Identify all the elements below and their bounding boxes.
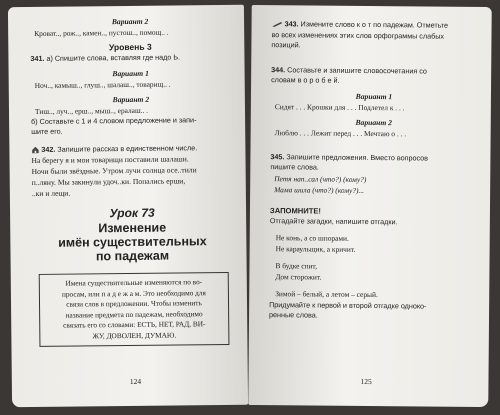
story-line: ..ки и лещи.: [31, 188, 71, 199]
topic-line-1: Изменение: [98, 220, 167, 236]
rule-box: [39, 272, 230, 347]
topic-line-3: по падежам: [95, 248, 170, 264]
exercise-text: Запишите предложения. Вместо вопросов: [284, 151, 429, 163]
exercise-text: Запишите рассказ в единственном числе.: [55, 142, 198, 154]
lesson-title: Урок 73: [109, 205, 155, 221]
rule-line: Имена существительные изменяются по во-: [65, 277, 203, 288]
rule-line: ЖУ, ДОВОЛЕН, ДУМАЮ.: [92, 330, 177, 340]
exercise-text-line: позиций.: [271, 40, 301, 50]
variant-1-heading: Вариант 1: [112, 68, 149, 78]
exercise-number: 341.: [30, 53, 45, 64]
exercise-text-line: шите его.: [31, 126, 63, 137]
exercise-number: 342.: [41, 144, 56, 154]
exercise-text-line: пишите слова.: [270, 162, 319, 172]
exercise-text-line: б) Составьте с 1 и 4 словом предложение и запи-: [31, 114, 197, 126]
variant-2-heading: Вариант 2: [355, 117, 393, 127]
riddle-line: Зимой – белый, а летом – серый.: [275, 289, 378, 300]
story-line: Ночи были звёздные. Утром лучи солнца осе..тили: [31, 165, 197, 177]
variant-1-heading: Вариант 1: [355, 91, 393, 101]
rule-line: название предмета по падежам, необходимо: [65, 308, 203, 320]
level-3-heading: Уровень 3: [108, 41, 152, 53]
exercise-text-line: словам в о р о б е й.: [271, 75, 340, 85]
pencil-icon: [272, 21, 283, 28]
exercise-number: 343.: [284, 19, 299, 29]
rule-line: связи слов в предложении. Чтобы изменить: [66, 298, 202, 309]
riddle-line: Не караульщик, а кричит.: [275, 243, 356, 254]
story-line: На берегу я и мои товарищи поставили шалаши.: [31, 154, 189, 166]
exercise-number: 345.: [270, 151, 285, 161]
exercise-text: Составьте и запишите словосочетания со: [285, 64, 427, 75]
exercise-341: [30, 52, 230, 65]
variant-2-heading-top: Вариант 2: [111, 16, 149, 27]
riddle-line: В будке спит,: [275, 261, 318, 271]
variant-2-heading: Вариант 2: [112, 94, 150, 104]
page-number-right: 125: [360, 376, 372, 387]
page-number-left: 124: [129, 376, 142, 386]
exercise-text: а) Спишите слова, вставляя где надо Ь.: [44, 52, 181, 63]
sentence-line: Мама шила (что?) (кому?)...: [274, 184, 365, 195]
variant-1-line: Сидят . . . Крошки для . . . Подлетел к . . .: [274, 101, 405, 112]
instruction-line: Придумайте к первой и второй отгадке одноко-: [269, 299, 427, 310]
sentence-line: Петя нап..сал (что?) (кому?): [274, 173, 367, 184]
rule-line: просам, или п а д е ж а м. Это необходимо для: [61, 287, 206, 299]
word-line: Тиш.., луч.., ерш.., мыш.., ералаш.. .: [34, 105, 149, 116]
instruction-line: ренные слова.: [269, 310, 318, 320]
exercise-text: Измените слово к о т по падежам. Отметьте: [298, 19, 449, 30]
word-line: Ноч.., камыш.., глуш.., шалаш.., товарищ.. .: [34, 79, 171, 90]
exercise-text-line: во всех изменениях этих слов орфограммы слабых: [271, 29, 445, 41]
left-page: [8, 5, 248, 407]
house-icon: [31, 146, 39, 154]
exercise-number: 344.: [271, 64, 286, 74]
remember-heading: ЗАПОМНИТЕ!: [269, 205, 322, 216]
right-page: [248, 5, 491, 407]
riddle-line: Дом сторожит.: [275, 271, 322, 282]
story-line: п..ляну. Мы закинули удоч..ки. Попались ерши,: [31, 176, 186, 188]
topic-line-2: имён существительных: [58, 234, 207, 250]
riddle-line: Не конь, а со шпорами.: [275, 233, 349, 243]
rule-line: связать его со словами: ЕСТЬ, НЕТ, РАД, ВИ-: [63, 319, 206, 330]
remember-instruction: Отгадайте загадки, напишите отгадки.: [269, 215, 398, 226]
word-line: Кроват.., рож.., камен.., пустош.., помощ.. .: [34, 27, 169, 38]
variant-2-line: Люблю . . . Лежит перед . . . Мечтаю о . . .: [274, 127, 407, 138]
